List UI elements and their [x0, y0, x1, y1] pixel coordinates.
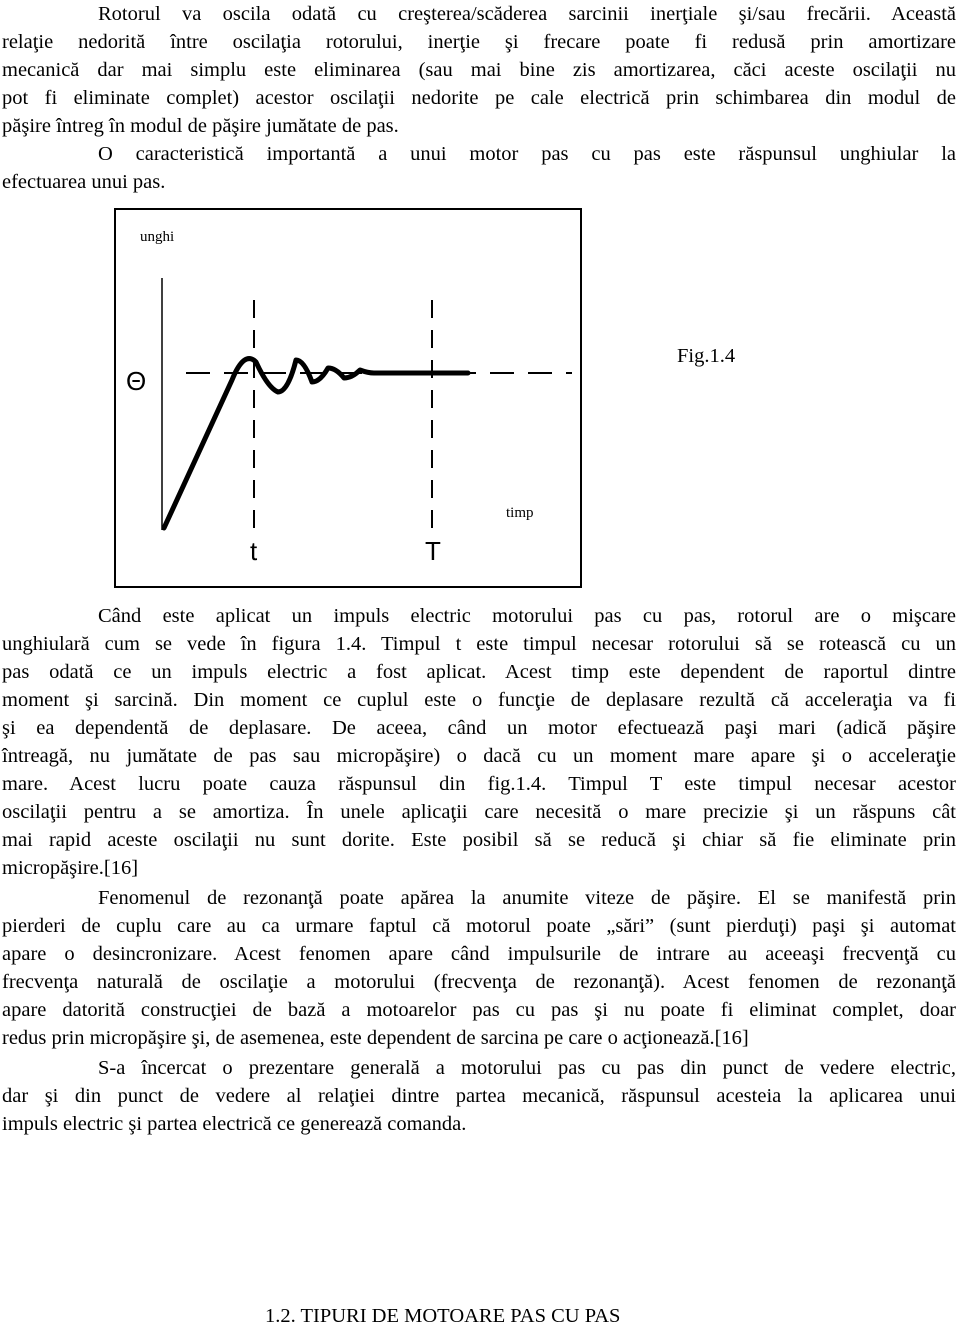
x-axis-label: timp: [506, 505, 534, 521]
text-line: unghiulară cum se vede în figura 1.4. Timpul t este timpul necesar rotorului să se rotească cu un: [2, 633, 956, 655]
text-line: pierderi de cuplu care au ca urmare faptul că motorul poate „sări” (sunt pierduţi) paşi şi automat: [2, 915, 956, 937]
text-line: Fenomenul de rezonanţă poate apărea la anumite viteze de păşire. El se manifestă prin: [98, 887, 956, 909]
step-response-figure: [114, 208, 582, 588]
paragraph-summary: [2, 1054, 956, 1138]
paragraph-angular-response: [2, 140, 956, 196]
paragraph-oscillation: [2, 0, 956, 140]
text-line: şi ea dependentă de deplasare. De aceea, când un motor efectuează paşi mari (adică păşire: [2, 717, 956, 739]
paragraph-impulse-response: [2, 602, 956, 882]
text-line: păşire întreg în modul de păşire jumătate de pas.: [2, 115, 399, 137]
text-line: Când este aplicat un impuls electric motorului pas cu pas, rotorul are o mişcare: [98, 605, 956, 627]
figure-caption: Fig.1.4: [677, 345, 736, 367]
theta-symbol: Θ: [126, 366, 147, 396]
text-line: pot fi eliminate complet) acestor oscilaţii nedorite pe cale electrică prin schimbarea din modul de: [2, 87, 956, 109]
response-curve: [164, 359, 468, 528]
text-line: impuls electric şi partea electrică ce generează comanda.: [2, 1113, 467, 1135]
text-line: moment şi sarcină. Din moment ce cuplul este o funcţie de deplasare rezultă că acceleraţia va fi: [2, 689, 956, 711]
t-label: t: [250, 536, 258, 566]
text-line: întreagă, nu jumătate de pas sau micropăşire) o dacă cu un moment mare apare şi o acceleraţie: [2, 745, 956, 767]
text-line: mai rapid aceste oscilaţii nu sunt dorite. Este posibil să se reducă şi chiar să fie eliminate prin: [2, 829, 956, 851]
text-line: apare o desincronizare. Acest fenomen apare când impulsurile de intrare au aceeaşi frecvenţă cu: [2, 943, 956, 965]
text-line: Rotorul va oscila odată cu creşterea/scăderea sarcinii inerţiale şi/sau frecării. Această: [98, 3, 956, 25]
text-line: relaţie nedorită între oscilaţia rotorului, inerţie şi frecare poate fi redusă prin amortizare: [2, 31, 956, 53]
section-heading: 1.2. TIPURI DE MOTOARE PAS CU PAS: [265, 1305, 621, 1327]
text-line: frecvenţa naturală de oscilaţie a motorului (frecvenţa de rezonanţă). Acest fenomen de rezonanţă: [2, 971, 956, 993]
text-line: O caracteristică importantă a unui motor pas cu pas este răspunsul unghiular la: [98, 143, 956, 165]
step-response-plot: [116, 210, 580, 586]
text-line: S-a încercat o prezentare generală a motorului pas cu pas din punct de vedere electric,: [98, 1057, 956, 1079]
text-line: oscilaţii pentru a se amortiza. În unele aplicaţii care necesită o mare precizie şi un răspuns cât: [2, 801, 956, 823]
text-line: apare datorită construcţiei de bază a motoarelor pas cu pas şi nu poate fi eliminat complet, doar: [2, 999, 956, 1021]
text-line: mecanică dar mai simplu este eliminarea (sau mai bine zis amortizarea, căci aceste oscilaţii nu: [2, 59, 956, 81]
paragraph-resonance: [2, 884, 956, 1052]
text-line: micropăşire.[16]: [2, 857, 139, 879]
text-line: redus prin micropăşire şi, de asemenea, este dependent de sarcina pe care o acţionează.[16]: [2, 1027, 749, 1049]
y-axis-label: unghi: [140, 229, 175, 245]
text-line: dar şi din punct de vedere al relaţiei dintre partea mecanică, răspunsul acesteia la aplicarea unui: [2, 1085, 956, 1107]
text-line: efectuarea unui pas.: [2, 171, 166, 193]
text-line: mare. Acest lucru poate cauza răspunsul din fig.1.4. Timpul T este timpul necesar acestor: [2, 773, 956, 795]
text-line: pas odată ce un impuls electric a fost aplicat. Acest timp este dependent de raportul dintre: [2, 661, 956, 683]
T-label: T: [425, 536, 441, 566]
